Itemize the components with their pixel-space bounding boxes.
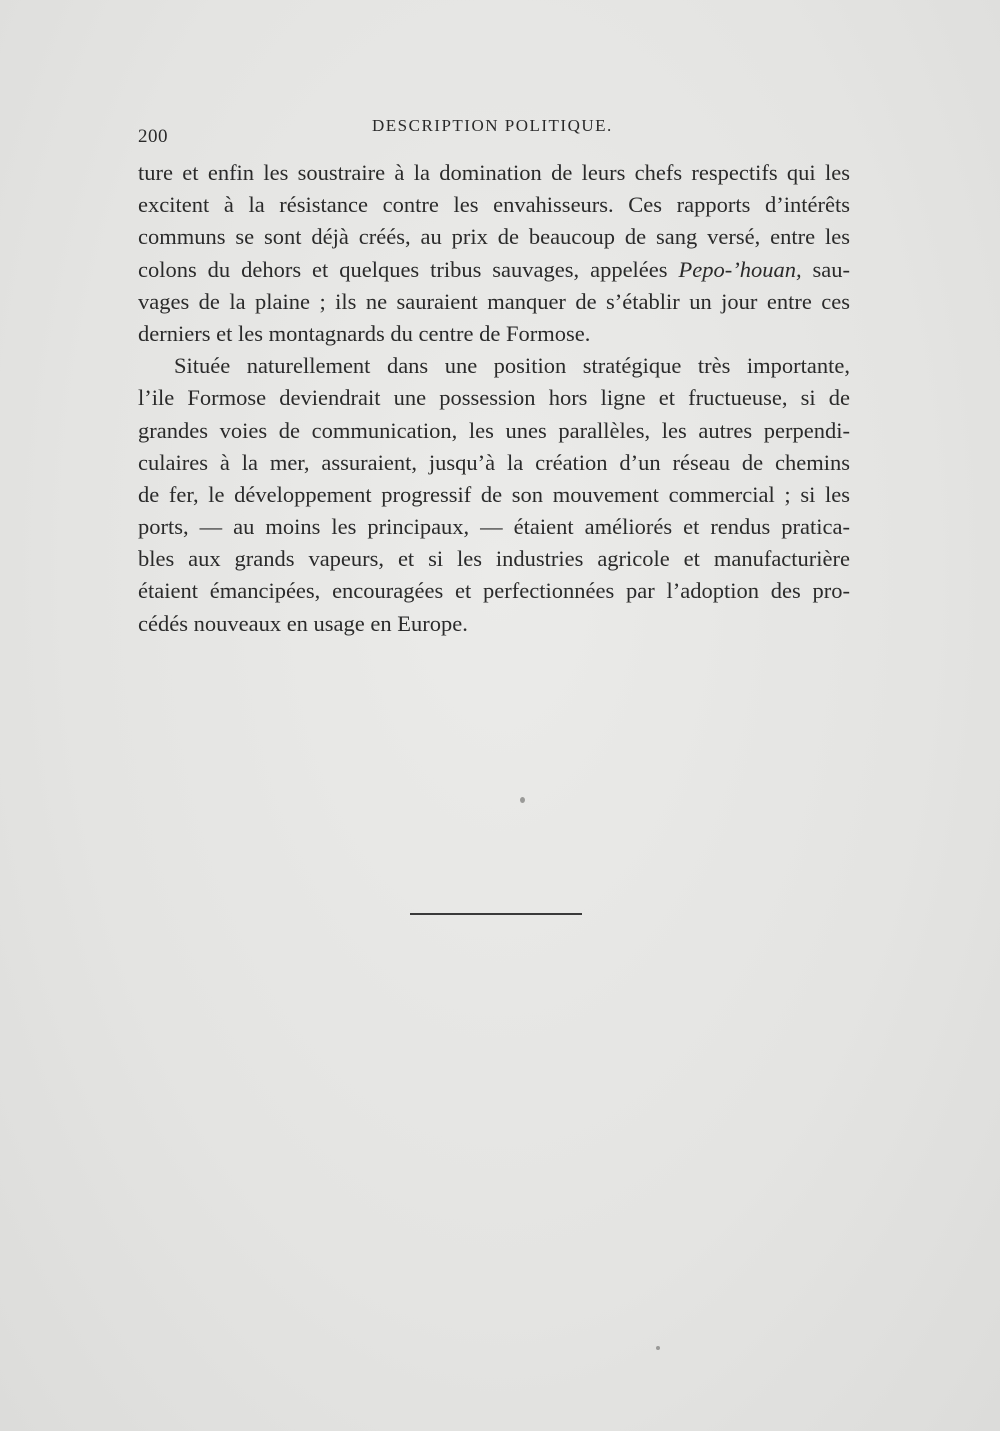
text-line: étaient émancipées, encouragées et perfectionnées par l’adoption des pro- — [138, 578, 850, 604]
body-text — [138, 157, 850, 640]
paper-speck — [520, 797, 525, 803]
text-line: derniers et les montagnards du centre de Formose. — [138, 320, 591, 346]
text-line: de fer, le développement progressif de son mouvement commercial ; si les — [138, 481, 850, 507]
text-segment: sau- — [801, 256, 850, 282]
paper-speck — [656, 1346, 660, 1350]
text-line: ture et enfin les soustraire à la domination de leurs chefs respectifs qui les — [138, 160, 850, 185]
paragraph-2 — [138, 350, 850, 640]
text-line: culaires à la mer, assuraient, jusqu’à la création d’un réseau de chemins — [138, 449, 850, 475]
text-segment: colons du dehors et quelques tribus sauvages, appelées — [138, 256, 679, 282]
text-line: Située naturellement dans une position stratégique très importante, — [174, 353, 850, 379]
text-line: grandes voies de communication, les unes parallèles, les autres perpendi- — [138, 417, 850, 443]
text-line — [138, 254, 850, 286]
italic-term: Pepo-’houan, — [678, 256, 802, 282]
text-line: cédés nouveaux en usage en Europe. — [138, 610, 468, 636]
running-head — [138, 112, 850, 147]
paragraph-1 — [138, 157, 850, 350]
text-line: vages de la plaine ; ils ne sauraient manquer de s’établir un jour entre ces — [138, 288, 850, 314]
text-line: bles aux grands vapeurs, et si les industries agricole et manufacturière — [138, 546, 850, 572]
text-line: ports, — au moins les principaux, — étaient améliorés et rendus pratica- — [138, 514, 850, 540]
section-end-rule — [410, 913, 582, 915]
text-line: communs se sont déjà créés, au prix de beaucoup de sang versé, entre les — [138, 224, 850, 250]
text-line: l’ile Formose deviendrait une possession hors ligne et fructueuse, si de — [138, 385, 850, 411]
page-number: 200 — [138, 126, 168, 147]
running-title: DESCRIPTION POLITIQUE. — [372, 116, 613, 135]
text-line: excitent à la résistance contre les envahisseurs. Ces rapports d’intérêts — [138, 192, 850, 218]
